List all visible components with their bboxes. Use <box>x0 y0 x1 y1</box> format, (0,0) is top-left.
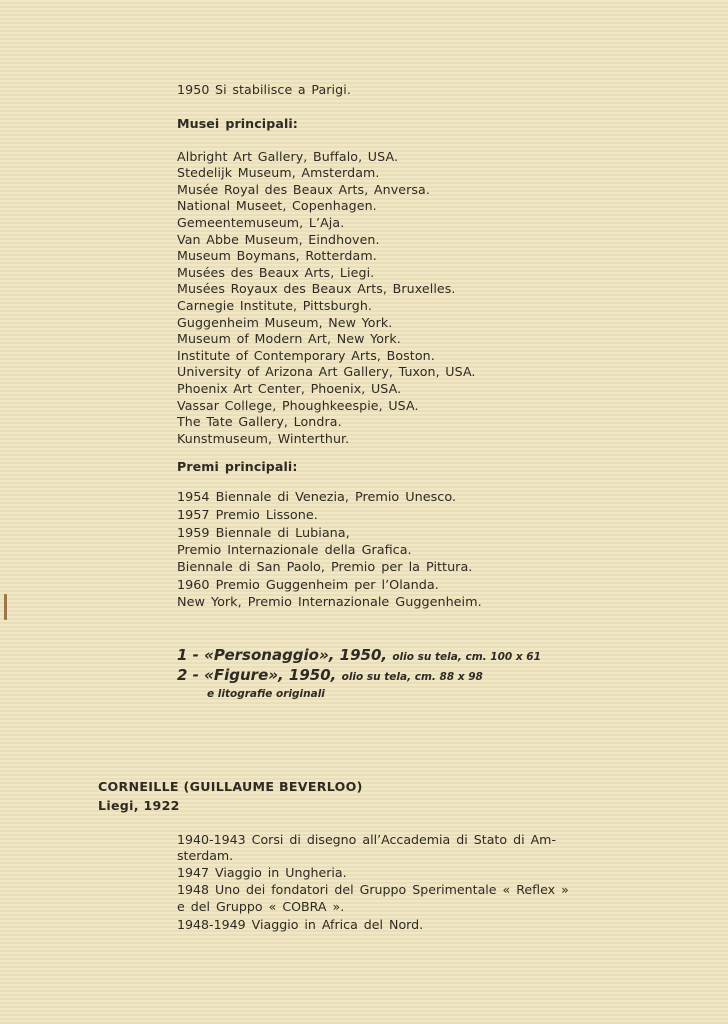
artist-birth: Liegi, 1922 <box>98 798 180 813</box>
bio-line: 1940-1943 Corsi di disegno all’Accademia di Stato di Am- <box>177 832 556 847</box>
museum-item: Vassar College, Phoughkeespie, USA. <box>177 397 419 413</box>
museum-item: Stedelijk Museum, Amsterdam. <box>177 165 380 181</box>
prize-item: 1954 Biennale di Venezia, Premio Unesco. <box>177 489 457 505</box>
prize-item: 1959 Biennale di Lubiana, <box>177 526 350 541</box>
work-title: «Personaggio», 1950, <box>204 646 388 664</box>
bio-line: 1948-1949 Viaggio in Africa del Nord. <box>177 916 424 932</box>
work-item <box>177 646 541 666</box>
bio-line: 1947 Viaggio in Ungheria. <box>177 865 347 880</box>
bio-line: sterdam. <box>177 848 234 863</box>
works-note: e litografie originali <box>207 688 325 700</box>
museums-section <box>177 116 637 447</box>
artist-header <box>98 777 363 815</box>
museum-item: Musées des Beaux Arts, Liegi. <box>177 264 375 280</box>
bio-line: 1948 Uno dei fondatori del Gruppo Sperimentale « Reflex » <box>177 881 569 897</box>
museum-item: University of Arizona Art Gallery, Tuxon, USA. <box>177 364 476 380</box>
prizes-section <box>177 459 637 611</box>
museum-item: Carnegie Institute, Pittsburgh. <box>177 297 373 313</box>
biography <box>177 832 617 933</box>
prize-item: 1957 Premio Lissone. <box>177 507 318 523</box>
work-item <box>177 666 541 686</box>
museum-item: Albright Art Gallery, Buffalo, USA. <box>177 148 399 164</box>
prize-item: Biennale di San Paolo, Premio per la Pittura. <box>177 560 473 575</box>
museum-item: Museum of Modern Art, New York. <box>177 331 401 347</box>
intro-line: 1950 Si stabilisce a Parigi. <box>177 82 351 97</box>
museum-item: Musée Royal des Beaux Arts, Anversa. <box>177 181 430 197</box>
museum-item: Van Abbe Museum, Eindhoven. <box>177 231 380 247</box>
museum-item: Phoenix Art Center, Phoenix, USA. <box>177 380 402 396</box>
work-details: olio su tela, cm. 88 x 98 <box>341 671 483 683</box>
margin-mark <box>4 594 7 620</box>
bio-line: e del Gruppo « COBRA ». <box>177 898 345 914</box>
work-number: 2 - <box>177 666 199 684</box>
museum-item: Kunstmuseum, Winterthur. <box>177 430 350 446</box>
museum-item: Institute of Contemporary Arts, Boston. <box>177 347 435 363</box>
works-list <box>177 646 541 702</box>
work-number: 1 - <box>177 646 199 664</box>
work-details: olio su tela, cm. 100 x 61 <box>392 651 541 663</box>
museum-item: Museum Boymans, Rotterdam. <box>177 248 377 264</box>
museums-list <box>177 149 637 448</box>
artist-name: CORNEILLE (GUILLAUME BEVERLOO) <box>98 779 363 794</box>
intro-section <box>177 82 637 99</box>
museum-item: National Museet, Copenhagen. <box>177 198 377 214</box>
museums-heading: Musei principali: <box>177 116 298 131</box>
work-title: «Figure», 1950, <box>204 666 337 684</box>
prize-item: New York, Premio Internazionale Guggenheim. <box>177 595 482 611</box>
prize-item: Premio Internazionale della Grafica. <box>177 543 412 558</box>
museum-item: Musées Royaux des Beaux Arts, Bruxelles. <box>177 281 456 297</box>
prizes-heading: Premi principali: <box>177 459 298 474</box>
prize-item: 1960 Premio Guggenheim per l’Olanda. <box>177 578 439 594</box>
museum-item: Guggenheim Museum, New York. <box>177 314 393 330</box>
museum-item: The Tate Gallery, Londra. <box>177 414 342 430</box>
museum-item: Gemeentemuseum, L’Aja. <box>177 214 345 230</box>
